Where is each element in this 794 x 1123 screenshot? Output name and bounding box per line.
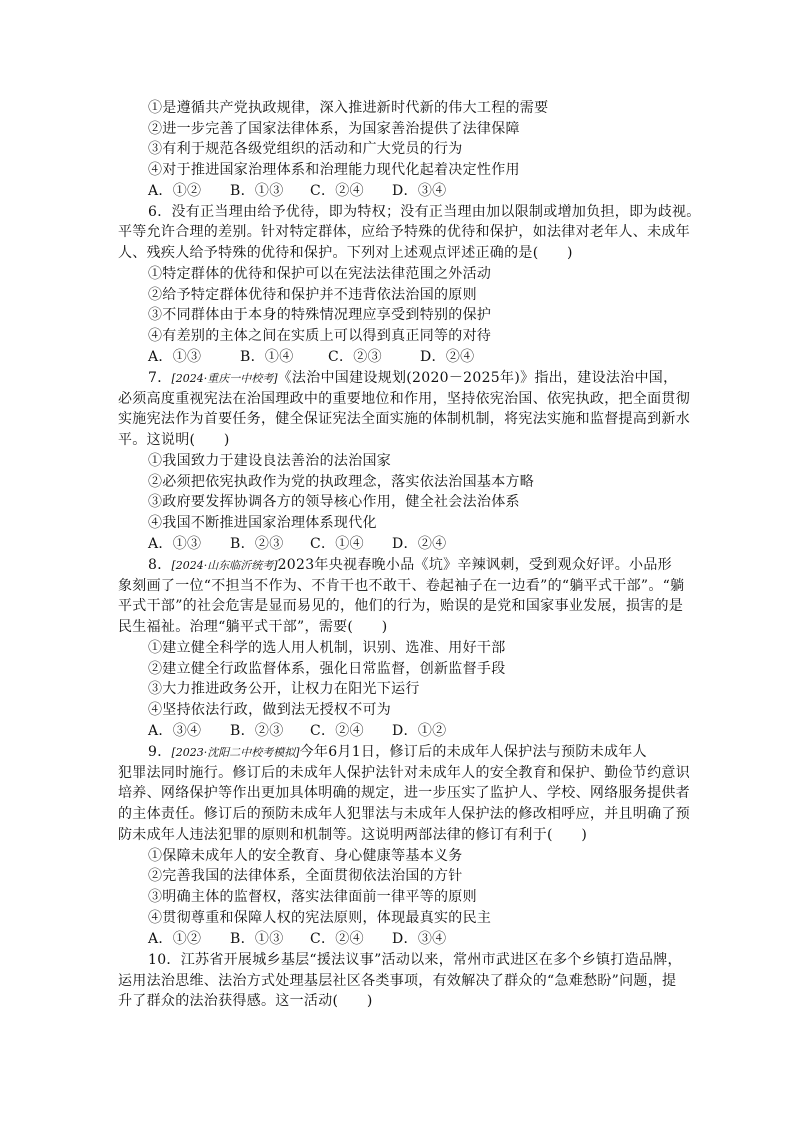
q9-stem-line-1 — [148, 742, 647, 763]
q7-option-2: ②必须把依宪执政作为党的执政理念，落实依法治国基本方略 — [148, 474, 535, 490]
q8-number: 8． — [148, 557, 172, 573]
q9-choices — [148, 929, 446, 949]
q7-choice-d: D．②④ — [392, 536, 447, 552]
q6-choice-a: A．①③ — [148, 349, 202, 365]
q6-choice-c: C．②③ — [328, 349, 382, 365]
q7-stem-line-4: 平。这说明( ) — [118, 432, 230, 448]
q9-stem-line-5: 防未成年人违法犯罪的原则和机制等。这说明两部法律的修订有利于( ) — [118, 827, 588, 843]
q8-option-1: ①建立健全科学的选人用人机制，识别、选准、用好干部 — [148, 640, 506, 656]
q8-choice-a: A．③④ — [148, 723, 202, 739]
q9-option-4: ④贯彻尊重和保障人权的宪法原则，体现最真实的民主 — [148, 910, 492, 926]
q8-option-2: ②建立健全行政监督体系，强化日常监督，创新监督手段 — [148, 661, 506, 677]
q7-stem-line-2: 必须高度重视宪法在治国理政中的重要地位和作用，坚持依宪治国、依宪执政，把全面贯彻 — [118, 391, 690, 407]
q6-option-4: ④有差别的主体之间在实质上可以得到真正同等的对待 — [148, 328, 492, 344]
q8-stem-line-2: 象刻画了一位“不担当不作为、不肯干也不敢干、卷起袖子在一边看”的“躺平式干部”。“躺 — [118, 578, 685, 594]
q6-choices — [148, 347, 474, 367]
q7-choice-c: C．①④ — [310, 536, 364, 552]
q7-stem-line-3: 实施宪法作为首要任务，健全保证宪法全面实施的体制机制，将宪法实施和监督提高到新水 — [118, 411, 690, 427]
q5-choice-d: D．③④ — [392, 183, 447, 199]
q9-stem-first: 今年6月1日，修订后的未成年人保护法与预防未成年人 — [299, 744, 647, 760]
q9-option-1: ①保障未成年人的安全教育、身心健康等基本义务 — [148, 848, 463, 864]
q10-stem-line-1: 10．江苏省开展城乡基层“援法议事”活动以来，常州市武进区在多个乡镇打造品牌， — [148, 952, 682, 968]
q10-stem-line-2: 运用法治思维、法治方式处理基层社区各类事项，有效解决了群众的“急难愁盼”问题，提 — [118, 973, 677, 989]
q6-stem-line-2: 平等允许合理的差别。针对特定群体，应给予特殊的优待和保护，如法律对老年人、未成年 — [118, 224, 690, 240]
q8-stem-line-3: 平式干部”的社会危害是显而易见的，他们的行为，贻误的是党和国家事业发展，损害的是 — [118, 598, 684, 614]
q8-choice-b: B．②③ — [230, 723, 284, 739]
q9-option-2: ②完善我国的法律体系，全面贯彻依法治国的方针 — [148, 868, 463, 884]
q9-choice-d: D．③④ — [392, 931, 447, 947]
q9-stem-line-2: 犯罪法同时施行。修订后的未成年人保护法针对未成年人的安全教育和保护、勤俭节约意识 — [118, 765, 690, 781]
q7-source: [2024·重庆一中校考] — [171, 372, 278, 385]
q6-option-2: ②给予特定群体优待和保护并不违背依法治国的原则 — [148, 287, 477, 303]
q6-stem-line-1: 6．没有正当理由给予优待，即为特权；没有正当理由加以限制或增加负担，即为歧视。 — [148, 204, 701, 220]
q9-number: 9． — [148, 744, 172, 760]
q7-option-4: ④我国不断推进国家治理体系现代化 — [148, 515, 377, 531]
q7-choice-a: A．①③ — [148, 536, 202, 552]
q10-stem-line-3: 升了群众的法治获得感。这一活动( ) — [118, 993, 373, 1009]
q8-stem-line-1 — [148, 555, 672, 576]
q8-choice-c: C．②④ — [310, 723, 364, 739]
q6-option-3: ③不同群体由于本身的特殊情况理应享受到特别的保护 — [148, 307, 492, 323]
q9-choice-b: B．①③ — [230, 931, 284, 947]
q5-choices — [148, 181, 446, 201]
q5-option-4: ④对于推进国家治理体系和治理能力现代化起着决定性作用 — [148, 162, 520, 178]
q5-option-1: ①是遵循共产党执政规律，深入推进新时代新的伟大工程的需要 — [148, 100, 549, 116]
q7-option-3: ③政府要发挥协调各方的领导核心作用，健全社会法治体系 — [148, 494, 520, 510]
q9-choice-a: A．①② — [148, 931, 202, 947]
q6-option-1: ①特定群体的优待和保护可以在宪法法律范围之外活动 — [148, 266, 492, 282]
q8-option-3: ③大力推进政务公开，让权力在阳光下运行 — [148, 681, 420, 697]
q5-choice-c: C．②④ — [310, 183, 364, 199]
q9-option-3: ③明确主体的监督权，落实法律面前一律平等的原则 — [148, 889, 477, 905]
q7-stem-line-1 — [148, 368, 677, 389]
q7-choices — [148, 534, 446, 554]
q9-stem-line-4: 的主体责任。修订后的预防未成年人犯罪法与未成年人保护法的修改相呼应，并且明确了预 — [118, 806, 690, 822]
q5-choice-b: B．①③ — [230, 183, 284, 199]
q5-option-2: ②进一步完善了国家法律体系，为国家善治提供了法律保障 — [148, 121, 520, 137]
q8-choices — [148, 721, 446, 741]
q6-choice-d: D．②④ — [420, 349, 475, 365]
q7-stem-first: 《法治中国建设规划(2020－2025年)》指出，建设法治中国， — [277, 370, 678, 386]
q8-source: [2024·山东临沂统考] — [171, 559, 278, 572]
q9-choice-c: C．②④ — [310, 931, 364, 947]
q5-choice-a: A．①② — [148, 183, 202, 199]
q9-source: [2023·沈阳二中校考模拟] — [171, 746, 300, 759]
q8-choice-d: D．①② — [392, 723, 447, 739]
q7-number: 7． — [148, 370, 172, 386]
q5-option-3: ③有利于规范各级党组织的活动和广大党员的行为 — [148, 141, 463, 157]
q8-stem-line-4: 民生福祉。治理“躺平式干部”，需要( ) — [118, 619, 388, 635]
q6-stem-line-3: 人、残疾人给予特殊的优待和保护。下列对上述观点评述正确的是( ) — [118, 245, 573, 261]
q7-choice-b: B．②③ — [230, 536, 284, 552]
q8-stem-first: 2023年央视春晚小品《坑》辛辣讽刺，受到观众好评。小品形 — [277, 557, 672, 573]
q6-choice-b: B．①④ — [240, 349, 294, 365]
q8-option-4: ④坚持依法行政，做到法无授权不可为 — [148, 702, 392, 718]
q7-option-1: ①我国致力于建设良法善治的法治国家 — [148, 453, 392, 469]
q9-stem-line-3: 培养、网络保护等作出更加具体明确的规定，进一步压实了监护人、学校、网络服务提供者 — [118, 785, 690, 801]
